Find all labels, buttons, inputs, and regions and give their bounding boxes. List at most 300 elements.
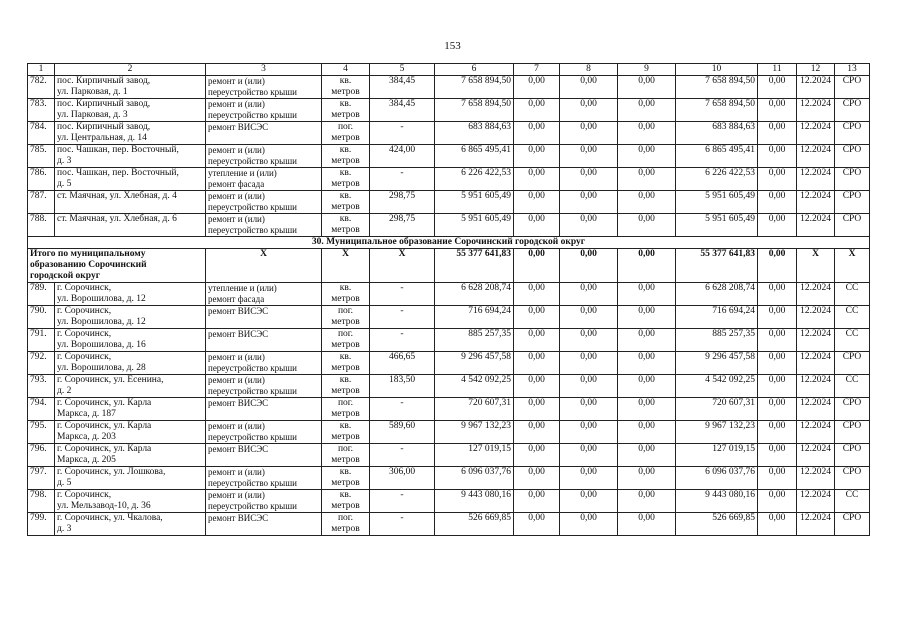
method-cell: СС bbox=[835, 329, 870, 352]
col9-cell: 0,00 bbox=[618, 398, 676, 421]
address-line: ул. Ворошилова, д. 12 bbox=[57, 317, 146, 327]
column-number: 13 bbox=[835, 64, 870, 76]
col11-cell: 0,00 bbox=[758, 398, 797, 421]
col8-cell: 0,00 bbox=[560, 214, 618, 237]
address-cell bbox=[55, 329, 206, 352]
row-number: 793. bbox=[28, 375, 55, 398]
col9-cell: 0,00 bbox=[618, 145, 676, 168]
col8-cell: 0,00 bbox=[560, 168, 618, 191]
address-line: ст. Маячная, ул. Хлебная, д. 6 bbox=[57, 214, 177, 224]
work-type-cell bbox=[206, 352, 322, 375]
column-number: 8 bbox=[560, 64, 618, 76]
work-type-line bbox=[208, 133, 319, 144]
work-type-line: переустройство крыши bbox=[208, 156, 297, 166]
col8-cell: 0,00 bbox=[560, 352, 618, 375]
cost-total-cell: 716 694,24 bbox=[435, 306, 514, 329]
deadline-cell: 12.2024 bbox=[797, 490, 835, 513]
area-cell: - bbox=[370, 283, 435, 306]
work-type-line: ремонт и (или) bbox=[208, 214, 265, 224]
column-number: 12 bbox=[797, 64, 835, 76]
col7-cell: 0,00 bbox=[514, 444, 560, 467]
col8-cell: 0,00 bbox=[560, 145, 618, 168]
work-type-cell bbox=[206, 168, 322, 191]
address-line: пос. Кирпичный завод, bbox=[57, 99, 151, 109]
column-number: 10 bbox=[676, 64, 758, 76]
address-cell bbox=[55, 513, 206, 536]
unit-line: метров bbox=[331, 478, 360, 488]
section-heading-row bbox=[28, 237, 870, 249]
unit-line: пог. bbox=[337, 398, 354, 408]
address-cell bbox=[55, 490, 206, 513]
total-label-line: Итого по муниципальному bbox=[30, 249, 146, 259]
row-number: 794. bbox=[28, 398, 55, 421]
address-line: Маркса, д. 203 bbox=[57, 432, 116, 442]
work-type-line: ремонт и (или) bbox=[208, 191, 265, 201]
address-cell bbox=[55, 76, 206, 99]
area-cell: 466,65 bbox=[370, 352, 435, 375]
col8-cell: 0,00 bbox=[560, 490, 618, 513]
col8-cell: 0,00 bbox=[560, 444, 618, 467]
address-line: д. 3 bbox=[57, 156, 72, 166]
cost-total-cell: 5 951 605,49 bbox=[435, 191, 514, 214]
address-line: ул. Центральная, д. 14 bbox=[57, 133, 147, 143]
unit-cell bbox=[322, 214, 370, 237]
cost-total-cell: 4 542 092,25 bbox=[435, 375, 514, 398]
row-number: 785. bbox=[28, 145, 55, 168]
work-type-cell bbox=[206, 467, 322, 490]
method-cell: СРО bbox=[835, 214, 870, 237]
register-table bbox=[27, 63, 870, 536]
table-row bbox=[28, 467, 870, 490]
col9-cell: 0,00 bbox=[618, 191, 676, 214]
work-type-line bbox=[208, 524, 319, 535]
unit-line: метров bbox=[331, 501, 360, 511]
method-cell: СС bbox=[835, 306, 870, 329]
unit-cell bbox=[322, 352, 370, 375]
total-col9: 0,00 bbox=[618, 249, 676, 283]
unit-line: метров bbox=[331, 386, 360, 396]
method-cell: СРО bbox=[835, 168, 870, 191]
address-cell bbox=[55, 168, 206, 191]
work-type-line: ремонт и (или) bbox=[208, 421, 265, 431]
col7-cell: 0,00 bbox=[514, 145, 560, 168]
work-type-cell bbox=[206, 214, 322, 237]
work-type-line: ремонт и (или) bbox=[208, 467, 265, 477]
col9-cell: 0,00 bbox=[618, 329, 676, 352]
unit-line: метров bbox=[331, 110, 360, 120]
row-number: 796. bbox=[28, 444, 55, 467]
total-col12: Х bbox=[797, 249, 835, 283]
table-row bbox=[28, 398, 870, 421]
total-col13: Х bbox=[835, 249, 870, 283]
unit-cell bbox=[322, 421, 370, 444]
col11-cell: 0,00 bbox=[758, 375, 797, 398]
col9-cell: 0,00 bbox=[618, 490, 676, 513]
col8-cell: 0,00 bbox=[560, 329, 618, 352]
col7-cell: 0,00 bbox=[514, 76, 560, 99]
cost-total-cell: 127 019,15 bbox=[435, 444, 514, 467]
total-label-line: городской округ bbox=[30, 271, 101, 281]
address-line: г. Сорочинск, bbox=[57, 490, 112, 500]
col9-cell: 0,00 bbox=[618, 283, 676, 306]
row-number: 798. bbox=[28, 490, 55, 513]
cost-fund-cell: 9 443 080,16 bbox=[676, 490, 758, 513]
table-row bbox=[28, 352, 870, 375]
cost-fund-cell: 9 967 132,23 bbox=[676, 421, 758, 444]
col8-cell: 0,00 bbox=[560, 513, 618, 536]
total-col8: 0,00 bbox=[560, 249, 618, 283]
cost-fund-cell: 7 658 894,50 bbox=[676, 99, 758, 122]
deadline-cell: 12.2024 bbox=[797, 444, 835, 467]
work-type-line: ремонт и (или) bbox=[208, 99, 265, 109]
column-number: 9 bbox=[618, 64, 676, 76]
table-row bbox=[28, 421, 870, 444]
unit-line: метров bbox=[331, 455, 360, 465]
deadline-cell: 12.2024 bbox=[797, 168, 835, 191]
col11-cell: 0,00 bbox=[758, 444, 797, 467]
work-type-line: ремонт ВИСЭС bbox=[208, 306, 269, 316]
address-line: г. Сорочинск, bbox=[57, 352, 112, 362]
column-number: 4 bbox=[322, 64, 370, 76]
unit-line: метров bbox=[331, 294, 360, 304]
row-number: 783. bbox=[28, 99, 55, 122]
work-type-cell bbox=[206, 145, 322, 168]
col8-cell: 0,00 bbox=[560, 375, 618, 398]
col7-cell: 0,00 bbox=[514, 306, 560, 329]
unit-cell bbox=[322, 467, 370, 490]
unit-cell bbox=[322, 444, 370, 467]
work-type-cell bbox=[206, 490, 322, 513]
work-type-line bbox=[208, 409, 319, 420]
col7-cell: 0,00 bbox=[514, 283, 560, 306]
cost-fund-cell: 4 542 092,25 bbox=[676, 375, 758, 398]
cost-total-cell: 9 296 457,58 bbox=[435, 352, 514, 375]
cost-total-cell: 7 658 894,50 bbox=[435, 99, 514, 122]
unit-line: кв. bbox=[339, 145, 352, 155]
address-cell bbox=[55, 214, 206, 237]
unit-line: кв. bbox=[339, 467, 352, 477]
method-cell: СС bbox=[835, 375, 870, 398]
area-cell: - bbox=[370, 398, 435, 421]
col9-cell: 0,00 bbox=[618, 444, 676, 467]
col9-cell: 0,00 bbox=[618, 99, 676, 122]
deadline-cell: 12.2024 bbox=[797, 375, 835, 398]
unit-cell bbox=[322, 513, 370, 536]
unit-line: метров bbox=[331, 340, 360, 350]
unit-line: пог. bbox=[337, 513, 354, 523]
col8-cell: 0,00 bbox=[560, 122, 618, 145]
col7-cell: 0,00 bbox=[514, 168, 560, 191]
total-col3: Х bbox=[206, 249, 322, 283]
address-line: г. Сорочинск, ул. Карла bbox=[57, 398, 152, 408]
col11-cell: 0,00 bbox=[758, 99, 797, 122]
work-type-line: переустройство крыши bbox=[208, 110, 297, 120]
unit-line: кв. bbox=[339, 375, 352, 385]
cost-fund-cell: 6 628 208,74 bbox=[676, 283, 758, 306]
work-type-line: ремонт и (или) bbox=[208, 145, 265, 155]
address-line: пос. Чашкан, пер. Восточный, bbox=[57, 145, 179, 155]
row-number: 788. bbox=[28, 214, 55, 237]
col11-cell: 0,00 bbox=[758, 329, 797, 352]
row-number: 799. bbox=[28, 513, 55, 536]
col11-cell: 0,00 bbox=[758, 283, 797, 306]
method-cell: СС bbox=[835, 490, 870, 513]
address-line: д. 5 bbox=[57, 478, 72, 488]
col7-cell: 0,00 bbox=[514, 122, 560, 145]
work-type-cell bbox=[206, 421, 322, 444]
work-type-cell bbox=[206, 76, 322, 99]
col8-cell: 0,00 bbox=[560, 191, 618, 214]
unit-line: кв. bbox=[339, 76, 352, 86]
col7-cell: 0,00 bbox=[514, 352, 560, 375]
unit-cell bbox=[322, 99, 370, 122]
method-cell: СС bbox=[835, 283, 870, 306]
col8-cell: 0,00 bbox=[560, 398, 618, 421]
area-cell: 298,75 bbox=[370, 191, 435, 214]
address-cell bbox=[55, 467, 206, 490]
column-number: 11 bbox=[758, 64, 797, 76]
unit-cell bbox=[322, 122, 370, 145]
col7-cell: 0,00 bbox=[514, 490, 560, 513]
work-type-line: утепление и (или) bbox=[208, 168, 277, 178]
cost-fund-cell: 720 607,31 bbox=[676, 398, 758, 421]
column-number: 2 bbox=[55, 64, 206, 76]
cost-fund-cell: 5 951 605,49 bbox=[676, 191, 758, 214]
address-line bbox=[57, 225, 203, 236]
work-type-line: переустройство крыши bbox=[208, 363, 297, 373]
column-number: 5 bbox=[370, 64, 435, 76]
address-line: ст. Маячная, ул. Хлебная, д. 4 bbox=[57, 191, 177, 201]
unit-line: метров bbox=[331, 156, 360, 166]
address-line: ул. Парковая, д. 1 bbox=[57, 87, 128, 97]
table-row bbox=[28, 99, 870, 122]
method-cell: СРО bbox=[835, 467, 870, 490]
row-number: 786. bbox=[28, 168, 55, 191]
col7-cell: 0,00 bbox=[514, 99, 560, 122]
address-line: ул. Ворошилова, д. 12 bbox=[57, 294, 146, 304]
cost-fund-cell: 9 296 457,58 bbox=[676, 352, 758, 375]
table-row bbox=[28, 490, 870, 513]
address-line: ул. Ворошилова, д. 28 bbox=[57, 363, 146, 373]
row-number: 795. bbox=[28, 421, 55, 444]
area-cell: - bbox=[370, 306, 435, 329]
cost-fund-cell: 885 257,35 bbox=[676, 329, 758, 352]
cost-total-cell: 885 257,35 bbox=[435, 329, 514, 352]
col11-cell: 0,00 bbox=[758, 421, 797, 444]
work-type-line: утепление и (или) bbox=[208, 283, 277, 293]
unit-cell bbox=[322, 398, 370, 421]
work-type-cell bbox=[206, 122, 322, 145]
unit-cell bbox=[322, 375, 370, 398]
method-cell: СРО bbox=[835, 352, 870, 375]
address-line bbox=[57, 202, 203, 213]
area-cell: 424,00 bbox=[370, 145, 435, 168]
col11-cell: 0,00 bbox=[758, 352, 797, 375]
column-number-row bbox=[28, 64, 870, 76]
area-cell: 183,50 bbox=[370, 375, 435, 398]
address-line: г. Сорочинск, ул. Лошкова, bbox=[57, 467, 166, 477]
row-number: 791. bbox=[28, 329, 55, 352]
col9-cell: 0,00 bbox=[618, 168, 676, 191]
address-cell bbox=[55, 398, 206, 421]
unit-cell bbox=[322, 306, 370, 329]
cost-fund-cell: 5 951 605,49 bbox=[676, 214, 758, 237]
row-number: 792. bbox=[28, 352, 55, 375]
col7-cell: 0,00 bbox=[514, 375, 560, 398]
method-cell: СРО bbox=[835, 76, 870, 99]
cost-total-cell: 6 226 422,53 bbox=[435, 168, 514, 191]
total-label-line: образованию Сорочинский bbox=[30, 260, 147, 270]
unit-line: кв. bbox=[339, 490, 352, 500]
col9-cell: 0,00 bbox=[618, 306, 676, 329]
unit-line: пог. bbox=[337, 122, 354, 132]
work-type-cell bbox=[206, 513, 322, 536]
address-line: пос. Кирпичный завод, bbox=[57, 122, 151, 132]
work-type-line: ремонт фасада bbox=[208, 294, 265, 304]
work-type-line: переустройство крыши bbox=[208, 87, 297, 97]
unit-line: метров bbox=[331, 409, 360, 419]
address-line: пос. Кирпичный завод, bbox=[57, 76, 151, 86]
work-type-line: ремонт ВИСЭС bbox=[208, 398, 269, 408]
address-line: г. Сорочинск, ул. Чкалова, bbox=[57, 513, 163, 523]
work-type-line bbox=[208, 455, 319, 466]
cost-total-cell: 5 951 605,49 bbox=[435, 214, 514, 237]
col11-cell: 0,00 bbox=[758, 145, 797, 168]
col8-cell: 0,00 bbox=[560, 421, 618, 444]
work-type-line: переустройство крыши bbox=[208, 501, 297, 511]
col7-cell: 0,00 bbox=[514, 398, 560, 421]
unit-line: метров bbox=[331, 179, 360, 189]
col8-cell: 0,00 bbox=[560, 306, 618, 329]
table-row bbox=[28, 375, 870, 398]
col9-cell: 0,00 bbox=[618, 467, 676, 490]
column-number: 6 bbox=[435, 64, 514, 76]
unit-line: метров bbox=[331, 87, 360, 97]
col7-cell: 0,00 bbox=[514, 329, 560, 352]
row-number: 790. bbox=[28, 306, 55, 329]
deadline-cell: 12.2024 bbox=[797, 329, 835, 352]
col8-cell: 0,00 bbox=[560, 99, 618, 122]
deadline-cell: 12.2024 bbox=[797, 99, 835, 122]
area-cell: - bbox=[370, 329, 435, 352]
method-cell: СРО bbox=[835, 513, 870, 536]
cost-fund-cell: 683 884,63 bbox=[676, 122, 758, 145]
address-cell bbox=[55, 421, 206, 444]
work-type-line: ремонт ВИСЭС bbox=[208, 444, 269, 454]
cost-fund-cell: 526 669,85 bbox=[676, 513, 758, 536]
work-type-line bbox=[208, 317, 319, 328]
address-line: г. Сорочинск, bbox=[57, 306, 112, 316]
deadline-cell: 12.2024 bbox=[797, 145, 835, 168]
area-cell: - bbox=[370, 513, 435, 536]
method-cell: СРО bbox=[835, 421, 870, 444]
deadline-cell: 12.2024 bbox=[797, 398, 835, 421]
address-line: г. Сорочинск, ул. Есенина, bbox=[57, 375, 164, 385]
col11-cell: 0,00 bbox=[758, 490, 797, 513]
address-line: д. 2 bbox=[57, 386, 72, 396]
col11-cell: 0,00 bbox=[758, 191, 797, 214]
work-type-cell bbox=[206, 306, 322, 329]
row-number: 797. bbox=[28, 467, 55, 490]
address-cell bbox=[55, 444, 206, 467]
col9-cell: 0,00 bbox=[618, 421, 676, 444]
col9-cell: 0,00 bbox=[618, 214, 676, 237]
address-line: пос. Чашкан, пер. Восточный, bbox=[57, 168, 179, 178]
table-row bbox=[28, 513, 870, 536]
work-type-cell bbox=[206, 375, 322, 398]
area-cell: - bbox=[370, 122, 435, 145]
deadline-cell: 12.2024 bbox=[797, 214, 835, 237]
address-cell bbox=[55, 191, 206, 214]
table-row bbox=[28, 444, 870, 467]
address-line: ул. Ворошилова, д. 16 bbox=[57, 340, 146, 350]
work-type-line: ремонт фасада bbox=[208, 179, 265, 189]
cost-total-cell: 720 607,31 bbox=[435, 398, 514, 421]
area-cell: - bbox=[370, 168, 435, 191]
cost-fund-cell: 6 865 495,41 bbox=[676, 145, 758, 168]
area-cell: 589,60 bbox=[370, 421, 435, 444]
area-cell: 298,75 bbox=[370, 214, 435, 237]
address-line: Маркса, д. 205 bbox=[57, 455, 116, 465]
unit-line: метров bbox=[331, 363, 360, 373]
deadline-cell: 12.2024 bbox=[797, 306, 835, 329]
deadline-cell: 12.2024 bbox=[797, 283, 835, 306]
col11-cell: 0,00 bbox=[758, 214, 797, 237]
table-row bbox=[28, 76, 870, 99]
work-type-cell bbox=[206, 329, 322, 352]
col11-cell: 0,00 bbox=[758, 168, 797, 191]
table-row bbox=[28, 145, 870, 168]
deadline-cell: 12.2024 bbox=[797, 513, 835, 536]
work-type-line: ремонт и (или) bbox=[208, 375, 265, 385]
deadline-cell: 12.2024 bbox=[797, 76, 835, 99]
col8-cell: 0,00 bbox=[560, 467, 618, 490]
unit-cell bbox=[322, 76, 370, 99]
col8-cell: 0,00 bbox=[560, 76, 618, 99]
cost-total-cell: 7 658 894,50 bbox=[435, 76, 514, 99]
deadline-cell: 12.2024 bbox=[797, 191, 835, 214]
address-line: г. Сорочинск, ул. Карла bbox=[57, 421, 152, 431]
unit-line: кв. bbox=[339, 191, 352, 201]
table-row bbox=[28, 122, 870, 145]
col11-cell: 0,00 bbox=[758, 122, 797, 145]
work-type-line: переустройство крыши bbox=[208, 202, 297, 212]
area-cell: 384,45 bbox=[370, 99, 435, 122]
table-row bbox=[28, 168, 870, 191]
unit-cell bbox=[322, 191, 370, 214]
total-cost: 55 377 641,83 bbox=[435, 249, 514, 283]
address-cell bbox=[55, 352, 206, 375]
cost-fund-cell: 7 658 894,50 bbox=[676, 76, 758, 99]
col11-cell: 0,00 bbox=[758, 76, 797, 99]
unit-line: кв. bbox=[339, 214, 352, 224]
unit-line: пог. bbox=[337, 444, 354, 454]
work-type-cell bbox=[206, 444, 322, 467]
cost-fund-cell: 6 226 422,53 bbox=[676, 168, 758, 191]
work-type-cell bbox=[206, 398, 322, 421]
method-cell: СРО bbox=[835, 145, 870, 168]
address-line: г. Сорочинск, bbox=[57, 329, 112, 339]
work-type-line: переустройство крыши bbox=[208, 386, 297, 396]
col11-cell: 0,00 bbox=[758, 513, 797, 536]
deadline-cell: 12.2024 bbox=[797, 122, 835, 145]
col9-cell: 0,00 bbox=[618, 352, 676, 375]
row-number: 787. bbox=[28, 191, 55, 214]
unit-line: пог. bbox=[337, 329, 354, 339]
method-cell: СРО bbox=[835, 444, 870, 467]
address-cell bbox=[55, 122, 206, 145]
cost-total-cell: 9 443 080,16 bbox=[435, 490, 514, 513]
